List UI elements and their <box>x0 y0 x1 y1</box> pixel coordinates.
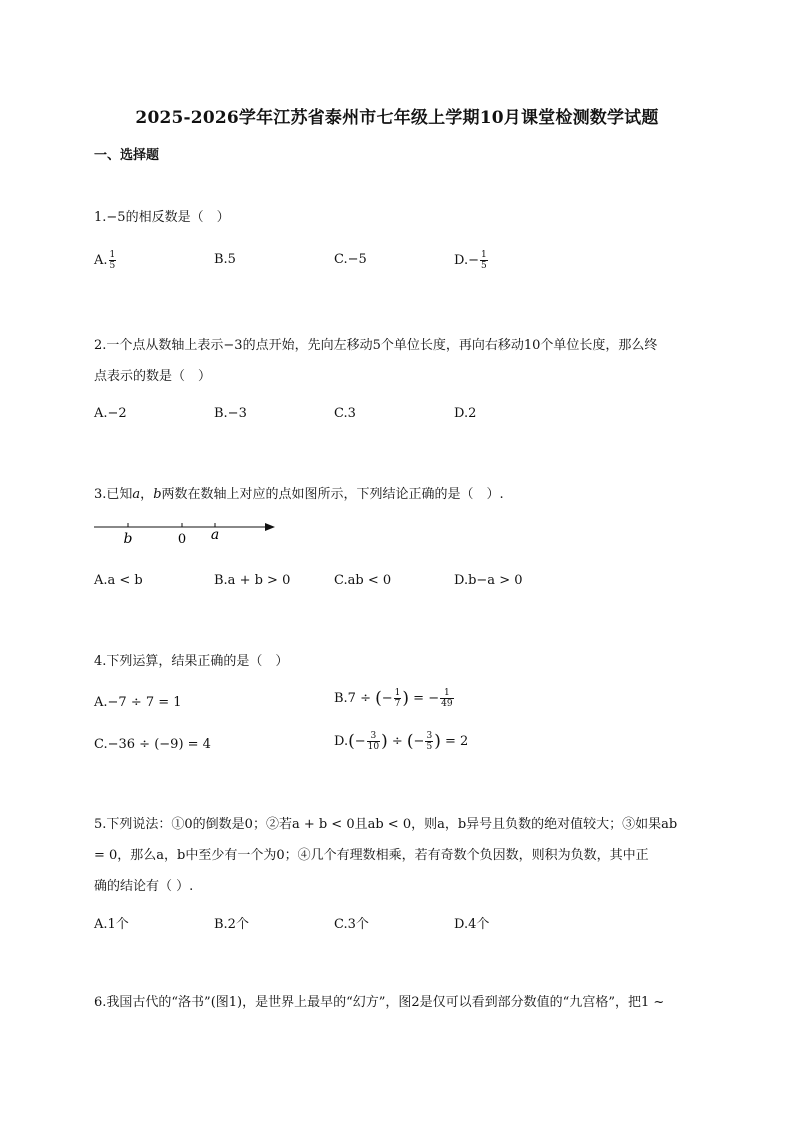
question-2-option-d: D.2 <box>454 406 477 421</box>
section-heading: 一、选择题 <box>94 148 160 163</box>
question-4-option-c: C.−36 ÷ (−9) = 4 <box>94 737 211 752</box>
question-6-stem-line-1: 6.我国古代的“洛书”(图1)，是世界上最早的“幻方”，图2是仅可以看到部分数值的“九宫格”，把1 ~ <box>94 995 665 1010</box>
question-5-option-d: D.4个 <box>454 917 490 932</box>
question-5-option-c: C.3个 <box>334 917 369 932</box>
question-2-stem-line-2: 点表示的数是（ ） <box>94 369 212 384</box>
question-3-option-a: A.a < b <box>94 573 143 588</box>
question-4-stem: 4.下列运算，结果正确的是（ ） <box>94 654 289 669</box>
question-4-option-b: B.7 ÷ (− $\frac{1}{7}$ ) = − $\frac{1}{49}$ <box>334 688 453 709</box>
question-1-option-d: D.− $\frac{1}{5}$ <box>454 250 487 271</box>
question-3-stem: 3.已知a，b两数在数轴上对应的点如图所示，下列结论正确的是（ ）. <box>94 487 504 502</box>
question-5-stem-line-3: 确的结论有（ ）. <box>94 879 194 894</box>
question-3-option-c: C.ab < 0 <box>334 573 392 588</box>
question-1-option-b: B.5 <box>214 252 236 267</box>
label-b: b <box>123 531 133 547</box>
question-2-option-b: B.−3 <box>214 406 247 421</box>
question-1-option-a: A. $\frac{1}{5}$ <box>94 250 116 271</box>
label-zero: 0 <box>177 532 187 547</box>
question-1-option-c: C.−5 <box>334 252 367 267</box>
question-4-option-a: A.−7 ÷ 7 = 1 <box>94 695 182 710</box>
number-line-figure <box>90 515 290 549</box>
question-5-stem-line-1: 5.下列说法：①0的倒数是0；②若a + b < 0且ab < 0，则a，b异号且负数的绝对值较大；③如果ab <box>94 817 678 832</box>
label-a: a <box>210 527 220 543</box>
question-2-stem-line-1: 2.一个点从数轴上表示−3的点开始，先向左移动5个单位长度，再向右移动10个单位长度，那么终 <box>94 338 658 353</box>
question-2-option-c: C.3 <box>334 406 356 421</box>
question-3-option-d: D.b−a > 0 <box>454 573 523 588</box>
page-title: 2025-2026学年江苏省泰州市七年级上学期10月课堂检测数学试题 <box>135 108 659 128</box>
question-4-option-d: D.(− $\frac{3}{10}$ ) ÷ (− $\frac{3}{5}$ ) = 2 <box>334 731 469 752</box>
question-5-stem-line-2: = 0，那么a，b中至少有一个为0；④几个有理数相乘，若有奇数个负因数，则积为负数，其中正 <box>94 848 649 863</box>
number-line-arrow-icon <box>265 523 275 531</box>
question-5-option-b: B.2个 <box>214 917 249 932</box>
question-5-option-a: A.1个 <box>94 917 129 932</box>
question-3-option-b: B.a + b > 0 <box>214 573 291 588</box>
question-1-stem: 1.−5的相反数是（ ） <box>94 210 230 225</box>
question-2-option-a: A.−2 <box>94 406 127 421</box>
